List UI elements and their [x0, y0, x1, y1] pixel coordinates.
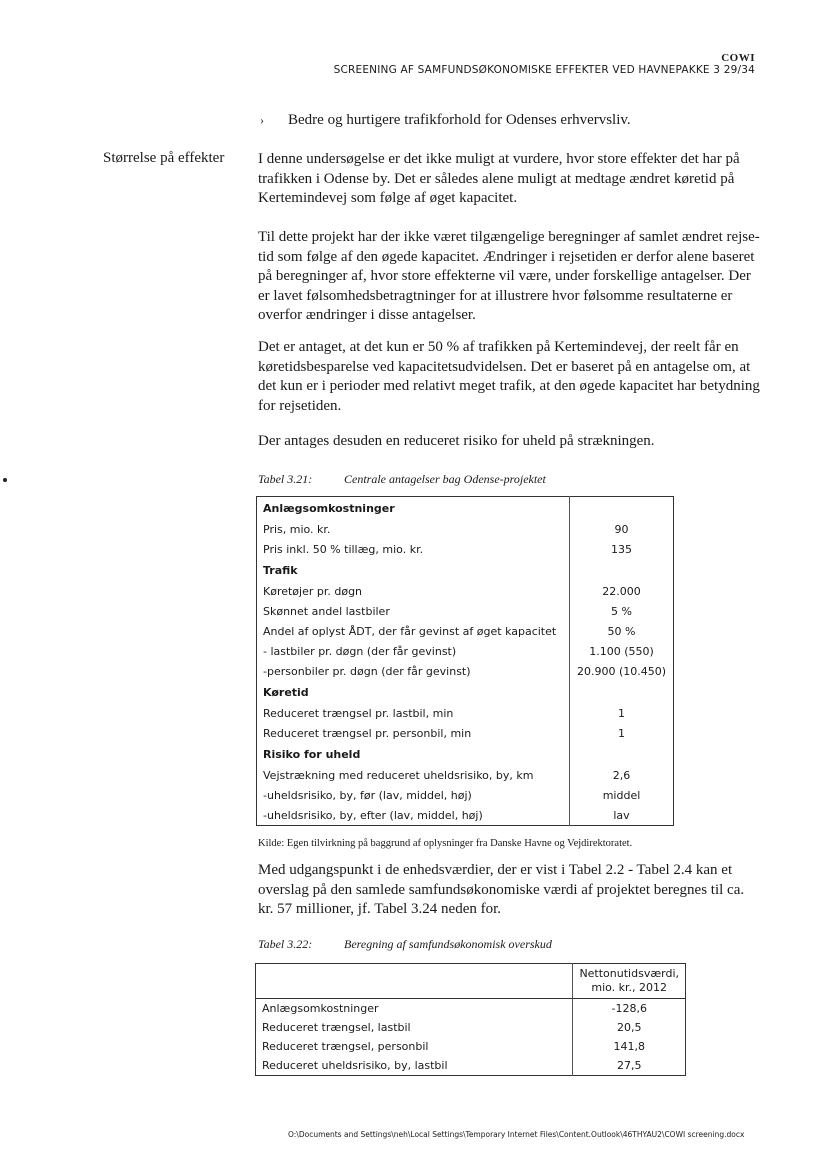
row-label: Andel af oplyst ÅDT, der får gevinst af øget kapacitet — [257, 621, 570, 641]
row-value: 20,5 — [616, 1021, 642, 1034]
table-row — [257, 743, 674, 765]
row-value: 27,5 — [616, 1059, 642, 1072]
row-value: 135 — [611, 542, 632, 556]
row-label: Køretøjer pr. døgn — [257, 581, 570, 601]
row-value — [570, 743, 674, 765]
table1-source: Kilde: Egen tilvirkning på baggrund af oplysninger fra Danske Havne og Vejdirektoratet. — [258, 838, 633, 849]
text-line: Til dette projekt har der ikke været tilgængelige beregninger af samlet ændret rejse- — [258, 229, 760, 245]
table-row — [257, 723, 674, 743]
text-line: det kun er i perioder med relativt meget trafik, at den øgede kapacitet har betydning — [258, 378, 760, 394]
row-value: 50 % — [607, 624, 636, 638]
table1-caption — [258, 472, 546, 487]
text-line: er lavet følsomhedsbetragtninger for at illustrere hvor følsomme resultaterne er — [258, 287, 733, 304]
side-heading: Størrelse på effekter — [103, 150, 225, 166]
text-line: tid som følge af den øgede kapacitet. Ændringer i rejsetiden er derfor alene baseret — [258, 248, 755, 265]
table2-title: Beregning af samfundsøkonomisk overskud — [344, 937, 552, 951]
row-value: 20.900 (10.450) — [576, 664, 667, 678]
header-line: Nettonutidsværdi, — [579, 967, 679, 980]
table-row — [257, 601, 674, 621]
row-value: -128,6 — [611, 1002, 647, 1015]
table-row — [257, 581, 674, 601]
text-line: på beregninger af, hvor store effekterne vil være, under forskellige antagelser. Der — [258, 268, 751, 284]
table-header-blank — [256, 964, 573, 999]
row-value — [570, 681, 674, 703]
paragraph-1 — [258, 150, 768, 209]
table-row — [257, 703, 674, 723]
row-value: 1 — [618, 726, 625, 740]
row-value: 90 — [614, 522, 629, 536]
company-logo: COWI — [721, 52, 755, 64]
table2-number: Tabel 3.22: — [258, 937, 313, 951]
table-row — [256, 1056, 686, 1076]
row-label: Vejstrækning med reduceret uheldsrisiko, by, km — [257, 765, 570, 785]
running-header — [334, 64, 755, 76]
row-label: Skønnet andel lastbiler — [257, 601, 570, 621]
row-label: Risiko for uheld — [257, 743, 570, 765]
row-value: lav — [613, 808, 630, 822]
row-value: 2,6 — [612, 768, 631, 782]
row-label: Reduceret trængsel pr. lastbil, min — [257, 703, 570, 723]
row-label: Reduceret trængsel, lastbil — [256, 1018, 573, 1037]
paragraph-3 — [258, 338, 768, 416]
surplus-table — [255, 963, 686, 1076]
table-row — [257, 785, 674, 805]
row-label: Køretid — [257, 681, 570, 703]
table-row — [257, 805, 674, 826]
row-label: -uheldsrisiko, by, før (lav, middel, høj) — [257, 785, 570, 805]
scan-mark — [3, 478, 7, 482]
row-label: Reduceret uheldsrisiko, by, lastbil — [256, 1056, 573, 1076]
paragraph-4 — [258, 432, 768, 452]
row-label: -personbiler pr. døgn (der får gevinst) — [257, 661, 570, 681]
text-line: overslag på den samlede samfundsøkonomiske værdi af projektet beregnes til ca. — [258, 881, 745, 898]
row-value: 1 — [618, 706, 625, 720]
bullet-text: Bedre og hurtigere trafikforhold for Odenses erhvervsliv. — [288, 112, 631, 128]
text-line: overfor ændringer i disse antagelser. — [258, 307, 476, 323]
text-line: Det er antaget, at det kun er 50 % af trafikken på Kertemindevej, der reelt får en — [258, 339, 739, 355]
row-value: 1.100 (550) — [589, 644, 654, 658]
row-value: 22.000 — [602, 584, 641, 598]
row-label: Trafik — [257, 559, 570, 581]
row-value: 5 % — [611, 604, 632, 618]
text-line: for rejsetiden. — [258, 397, 342, 414]
table-row — [257, 765, 674, 785]
text-line: I denne undersøgelse er det ikke muligt at vurdere, hvor store effekter det har på — [258, 151, 740, 167]
table1-title: Centrale antagelser bag Odense-projektet — [344, 472, 546, 486]
text-line: kr. 57 millioner, jf. Tabel 3.24 neden for. — [258, 901, 502, 917]
table-header-row — [256, 964, 686, 999]
text-line: køretidsbesparelse ved kapacitetsudvidelsen. Det er baseret på en antagelse om, at — [258, 358, 751, 375]
table-header-value — [573, 964, 686, 999]
table-row — [257, 539, 674, 559]
row-value — [570, 497, 674, 520]
row-value: middel — [602, 788, 641, 802]
assumptions-table — [256, 496, 674, 826]
row-label: Reduceret trængsel pr. personbil, min — [257, 723, 570, 743]
text-line: Der antages desuden en reduceret risiko for uheld på strækningen. — [258, 433, 655, 449]
row-value: 141,8 — [613, 1040, 645, 1053]
row-label: Anlægsomkostninger — [257, 497, 570, 520]
page-number: 29/34 — [723, 64, 755, 76]
table-row — [256, 1018, 686, 1037]
bullet-mark: › — [260, 113, 264, 127]
table-row — [256, 999, 686, 1019]
paragraph-5 — [258, 861, 768, 920]
header-title: SCREENING AF SAMFUNDSØKONOMISKE EFFEKTER VED HAVNEPAKKE 3 — [333, 64, 721, 76]
row-label: Pris, mio. kr. — [257, 519, 570, 539]
table-row — [257, 519, 674, 539]
text-line: trafikken i Odense by. Det er således alene muligt at medtage ændret køretid på — [258, 170, 735, 187]
bullet-item — [260, 112, 631, 129]
row-label: Pris inkl. 50 % tillæg, mio. kr. — [257, 539, 570, 559]
table-row — [257, 661, 674, 681]
row-label: -uheldsrisiko, by, efter (lav, middel, høj) — [257, 805, 570, 826]
row-label: - lastbiler pr. døgn (der får gevinst) — [257, 641, 570, 661]
row-label: Reduceret trængsel, personbil — [256, 1037, 573, 1056]
text-line: Med udgangspunkt i de enhedsværdier, der er vist i Tabel 2.2 - Tabel 2.4 kan et — [258, 862, 733, 878]
table-row — [256, 1037, 686, 1056]
table-row — [257, 621, 674, 641]
table-row — [257, 641, 674, 661]
file-path-footer: O:\Documents and Settings\neh\Local Settings\Temporary Internet Files\Content.Outlook\46THYAU2\COWI screening.docx — [288, 1130, 745, 1139]
text-line: Kertemindevej som følge af øget kapacitet. — [258, 190, 518, 206]
header-line: mio. kr., 2012 — [591, 981, 668, 994]
row-label: Anlægsomkostninger — [256, 999, 573, 1019]
table-row — [257, 497, 674, 520]
table1-number: Tabel 3.21: — [258, 472, 313, 486]
row-value — [570, 559, 674, 581]
table-row — [257, 681, 674, 703]
paragraph-2 — [258, 228, 768, 326]
table-row — [257, 559, 674, 581]
table2-caption — [258, 937, 552, 952]
